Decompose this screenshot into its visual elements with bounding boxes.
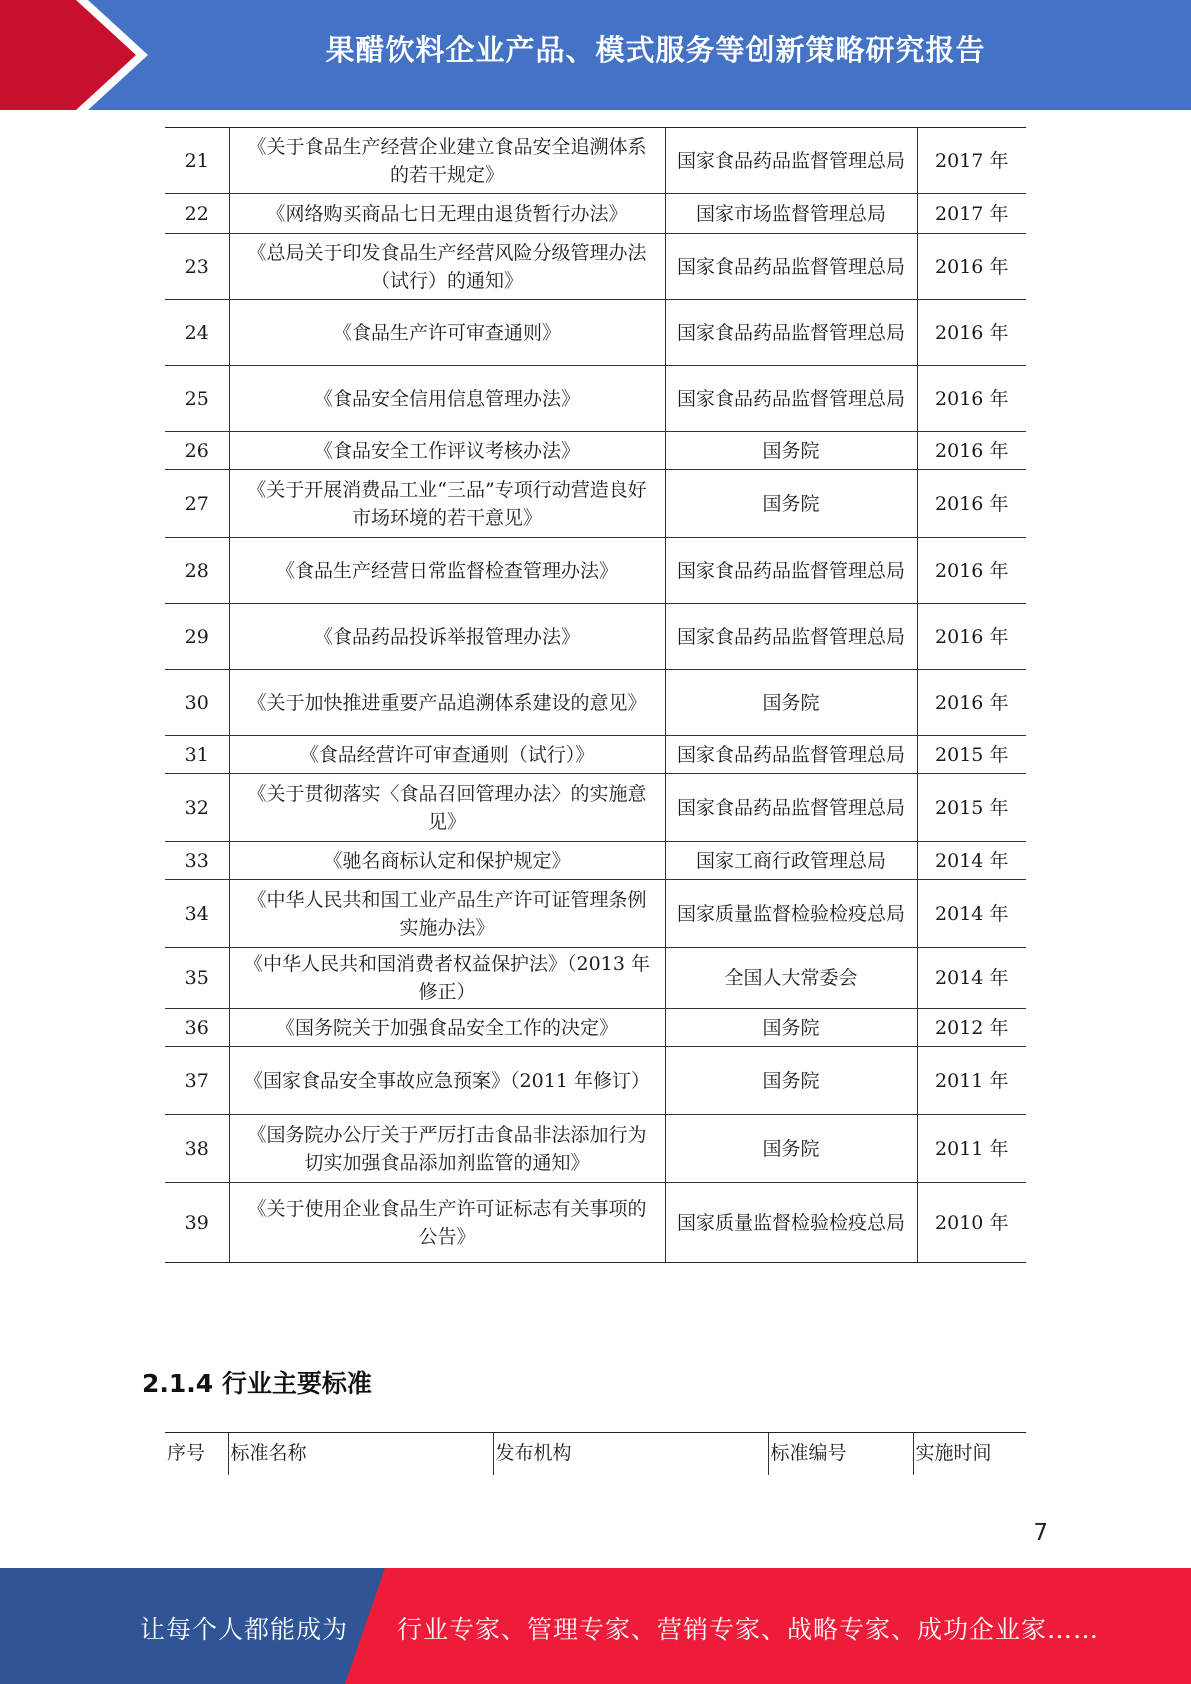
cell-number: 39 bbox=[165, 1183, 229, 1263]
cell-number: 35 bbox=[165, 948, 229, 1009]
table-row bbox=[165, 948, 1026, 1009]
cell-issuer: 国家食品药品监督管理总局 bbox=[665, 300, 917, 366]
cell-title: 《国家食品安全事故应急预案》（2011 年修订） bbox=[229, 1047, 665, 1115]
cell-issuer: 国务院 bbox=[665, 1009, 917, 1047]
cell-number: 24 bbox=[165, 300, 229, 366]
table-row bbox=[165, 432, 1026, 470]
cell-number: 31 bbox=[165, 736, 229, 774]
cell-issuer: 国家工商行政管理总局 bbox=[665, 842, 917, 880]
cell-number: 26 bbox=[165, 432, 229, 470]
cell-number: 36 bbox=[165, 1009, 229, 1047]
cell-year: 2010 年 bbox=[917, 1183, 1026, 1263]
cell-issuer: 国家食品药品监督管理总局 bbox=[665, 604, 917, 670]
cell-year: 2016 年 bbox=[917, 366, 1026, 432]
table-row bbox=[165, 842, 1026, 880]
table-row bbox=[165, 128, 1026, 194]
cell-issuer: 国务院 bbox=[665, 1047, 917, 1115]
header-cell-org: 发布机构 bbox=[493, 1433, 768, 1476]
cell-issuer: 国家食品药品监督管理总局 bbox=[665, 234, 917, 300]
cell-issuer: 国家质量监督检验检疫总局 bbox=[665, 880, 917, 948]
cell-number: 30 bbox=[165, 670, 229, 736]
cell-number: 21 bbox=[165, 128, 229, 194]
table-row bbox=[165, 1009, 1026, 1047]
table-row bbox=[165, 1115, 1026, 1183]
cell-issuer: 国家质量监督检验检疫总局 bbox=[665, 1183, 917, 1263]
section-heading: 2.1.4 行业主要标准 bbox=[142, 1369, 372, 1398]
cell-year: 2015 年 bbox=[917, 736, 1026, 774]
cell-year: 2016 年 bbox=[917, 604, 1026, 670]
cell-year: 2017 年 bbox=[917, 194, 1026, 234]
header-cell-name: 标准名称 bbox=[228, 1433, 493, 1476]
cell-year: 2017 年 bbox=[917, 128, 1026, 194]
header-red-arrow bbox=[0, 0, 150, 110]
cell-number: 37 bbox=[165, 1047, 229, 1115]
cell-title: 《总局关于印发食品生产经营风险分级管理办法（试行）的通知》 bbox=[229, 234, 665, 300]
cell-title: 《国务院办公厅关于严厉打击食品非法添加行为切实加强食品添加剂监管的通知》 bbox=[229, 1115, 665, 1183]
header-cell-no: 序号 bbox=[165, 1433, 228, 1476]
cell-year: 2016 年 bbox=[917, 470, 1026, 538]
cell-number: 29 bbox=[165, 604, 229, 670]
cell-title: 《关于食品生产经营企业建立食品安全追溯体系的若干规定》 bbox=[229, 128, 665, 194]
cell-number: 25 bbox=[165, 366, 229, 432]
cell-year: 2015 年 bbox=[917, 774, 1026, 842]
cell-number: 22 bbox=[165, 194, 229, 234]
footer-slogan-left: 让每个人都能成为 bbox=[140, 1615, 349, 1644]
footer-slogan-right: 行业专家、管理专家、营销专家、战略专家、成功企业家…… bbox=[397, 1615, 1100, 1644]
cell-number: 27 bbox=[165, 470, 229, 538]
table-row bbox=[165, 736, 1026, 774]
cell-title: 《国务院关于加强食品安全工作的决定》 bbox=[229, 1009, 665, 1047]
cell-number: 23 bbox=[165, 234, 229, 300]
cell-issuer: 国家食品药品监督管理总局 bbox=[665, 736, 917, 774]
table-row bbox=[165, 1183, 1026, 1263]
cell-title: 《中华人民共和国工业产品生产许可证管理条例实施办法》 bbox=[229, 880, 665, 948]
page-header bbox=[0, 0, 1191, 110]
table-row bbox=[165, 880, 1026, 948]
standards-header-row bbox=[165, 1433, 1026, 1476]
table-row bbox=[165, 538, 1026, 604]
cell-issuer: 国家食品药品监督管理总局 bbox=[665, 128, 917, 194]
cell-year: 2016 年 bbox=[917, 300, 1026, 366]
policy-table bbox=[165, 127, 1026, 1263]
cell-title: 《食品生产许可审查通则》 bbox=[229, 300, 665, 366]
table-row bbox=[165, 470, 1026, 538]
cell-title: 《食品经营许可审查通则（试行）》 bbox=[229, 736, 665, 774]
cell-year: 2014 年 bbox=[917, 948, 1026, 1009]
cell-issuer: 国家食品药品监督管理总局 bbox=[665, 538, 917, 604]
cell-number: 34 bbox=[165, 880, 229, 948]
table-row bbox=[165, 1047, 1026, 1115]
cell-number: 32 bbox=[165, 774, 229, 842]
page-footer bbox=[0, 1568, 1191, 1684]
cell-issuer: 国务院 bbox=[665, 1115, 917, 1183]
document-title: 果醋饮料企业产品、模式服务等创新策略研究报告 bbox=[325, 33, 986, 67]
page-number: 7 bbox=[1033, 1520, 1048, 1546]
cell-year: 2014 年 bbox=[917, 842, 1026, 880]
cell-issuer: 国务院 bbox=[665, 670, 917, 736]
table-row bbox=[165, 300, 1026, 366]
cell-issuer: 国家食品药品监督管理总局 bbox=[665, 366, 917, 432]
standards-table bbox=[165, 1432, 1026, 1475]
cell-title: 《食品生产经营日常监督检查管理办法》 bbox=[229, 538, 665, 604]
cell-title: 《食品药品投诉举报管理办法》 bbox=[229, 604, 665, 670]
header-cell-date: 实施时间 bbox=[913, 1433, 1026, 1476]
cell-number: 33 bbox=[165, 842, 229, 880]
table-row bbox=[165, 366, 1026, 432]
cell-year: 2011 年 bbox=[917, 1047, 1026, 1115]
cell-title: 《中华人民共和国消费者权益保护法》（2013 年修正） bbox=[229, 948, 665, 1009]
cell-issuer: 国家食品药品监督管理总局 bbox=[665, 774, 917, 842]
cell-issuer: 国务院 bbox=[665, 470, 917, 538]
cell-year: 2016 年 bbox=[917, 538, 1026, 604]
cell-title: 《关于使用企业食品生产许可证标志有关事项的公告》 bbox=[229, 1183, 665, 1263]
cell-number: 28 bbox=[165, 538, 229, 604]
cell-year: 2011 年 bbox=[917, 1115, 1026, 1183]
cell-year: 2016 年 bbox=[917, 432, 1026, 470]
cell-number: 38 bbox=[165, 1115, 229, 1183]
cell-title: 《食品安全工作评议考核办法》 bbox=[229, 432, 665, 470]
cell-title: 《关于开展消费品工业“三品”专项行动营造良好市场环境的若干意见》 bbox=[229, 470, 665, 538]
cell-year: 2016 年 bbox=[917, 670, 1026, 736]
header-cell-code: 标准编号 bbox=[768, 1433, 913, 1476]
table-row bbox=[165, 234, 1026, 300]
table-row bbox=[165, 670, 1026, 736]
cell-title: 《关于贯彻落实〈食品召回管理办法〉的实施意见》 bbox=[229, 774, 665, 842]
cell-issuer: 全国人大常委会 bbox=[665, 948, 917, 1009]
cell-year: 2012 年 bbox=[917, 1009, 1026, 1047]
table-row bbox=[165, 774, 1026, 842]
cell-title: 《食品安全信用信息管理办法》 bbox=[229, 366, 665, 432]
cell-title: 《网络购买商品七日无理由退货暂行办法》 bbox=[229, 194, 665, 234]
cell-title: 《关于加快推进重要产品追溯体系建设的意见》 bbox=[229, 670, 665, 736]
cell-year: 2014 年 bbox=[917, 880, 1026, 948]
cell-issuer: 国务院 bbox=[665, 432, 917, 470]
table-row bbox=[165, 604, 1026, 670]
table-row bbox=[165, 194, 1026, 234]
cell-year: 2016 年 bbox=[917, 234, 1026, 300]
cell-title: 《驰名商标认定和保护规定》 bbox=[229, 842, 665, 880]
cell-issuer: 国家市场监督管理总局 bbox=[665, 194, 917, 234]
